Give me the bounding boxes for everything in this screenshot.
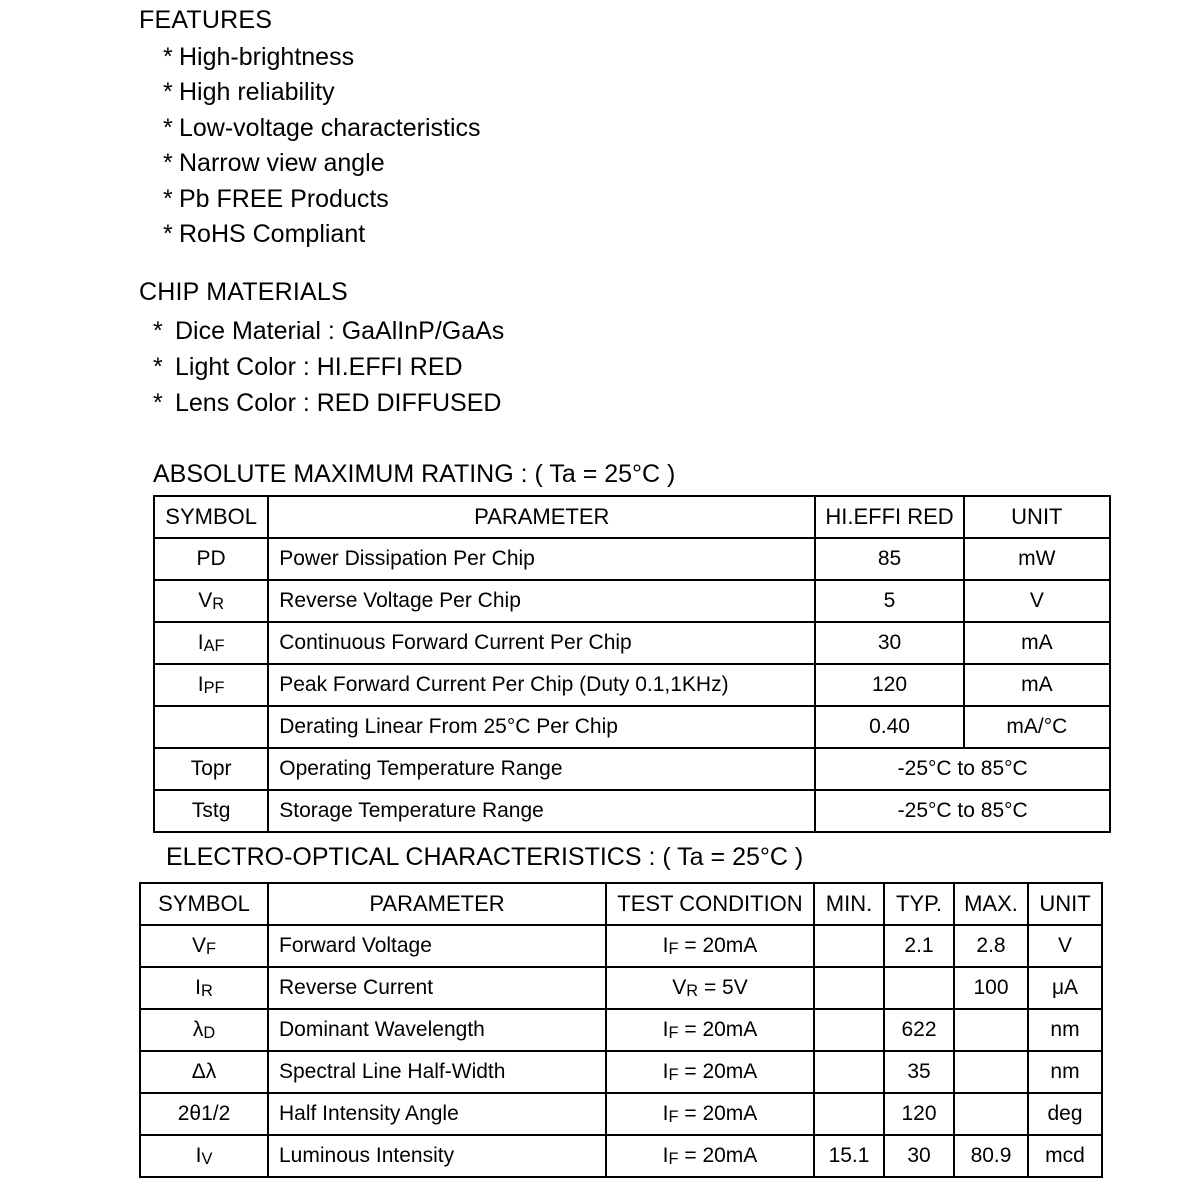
column-header-unit: UNIT [1028,883,1102,925]
table-row [140,1009,1102,1051]
cell-test-condition: $I_F = 20mA$ [606,1051,814,1093]
cell-parameter: Continuous Forward Current Per Chip [268,622,815,664]
cell-test-condition: $I_F = 20mA$ [606,1135,814,1177]
table-row [154,706,1110,748]
cell-test-condition: $V_R = 5V$ [606,967,814,1009]
cell-value: 85 [815,538,963,580]
cell-typ: 30 [884,1135,954,1177]
table-row [154,538,1110,580]
feature-item-label: Pb FREE Products [179,184,389,213]
electro-optical-section [139,843,1103,1178]
absolute-maximum-rating-table [153,495,1111,833]
cell-parameter: Reverse Current [268,967,606,1009]
features-section [139,6,481,253]
cell-unit: μA [1028,967,1102,1009]
column-header-min: MIN. [814,883,884,925]
cell-value: -25°C to 85°C [815,790,1110,832]
cell-parameter: Power Dissipation Per Chip [268,538,815,580]
electro-optical-table [139,882,1103,1178]
table-row [140,967,1102,1009]
cell-symbol: $\lambda_D$ [140,1009,268,1051]
cell-value: 30 [815,622,963,664]
cell-typ: 2.1 [884,925,954,967]
cell-symbol: Tstg [154,790,268,832]
cell-symbol [154,706,268,748]
cell-parameter: Operating Temperature Range [268,748,815,790]
table-row [154,622,1110,664]
feature-item [163,146,481,182]
feature-item [163,111,481,147]
features-heading: FEATURES [139,6,273,34]
table-row [140,1051,1102,1093]
feature-item-label: Narrow view angle [179,149,385,177]
column-header-parameter: PARAMETER [268,496,815,538]
cell-symbol: Topr [154,748,268,790]
chip-material-item-label: Dice Material : GaAlInP/GaAs [175,316,505,345]
cell-parameter: Storage Temperature Range [268,790,815,832]
chip-material-item-label: Light Color : HI.EFFI RED [175,352,463,381]
table-row [154,664,1110,706]
absolute-maximum-rating-heading: ABSOLUTE MAXIMUM RATING : ( Ta = 25°C ) [153,460,676,488]
cell-max: 100 [954,967,1028,1009]
chip-material-item [153,349,504,385]
cell-max: 2.8 [954,925,1028,967]
cell-parameter: Peak Forward Current Per Chip (Duty 0.1,1KHz) [268,664,815,706]
cell-unit: mW [964,538,1110,580]
bullet-star-icon: * [163,78,173,106]
chip-material-item-label: Lens Color : RED DIFFUSED [175,389,502,417]
cell-parameter: Luminous Intensity [268,1135,606,1177]
cell-parameter: Derating Linear From 25°C Per Chip [268,706,815,748]
feature-item [163,217,481,253]
bullet-star-icon: * [153,316,163,345]
table-row [154,790,1110,832]
table-row [154,580,1110,622]
cell-unit: mA [964,664,1110,706]
cell-symbol: PD [154,538,268,580]
cell-value: 120 [815,664,963,706]
cell-symbol: $I_R$ [140,967,268,1009]
cell-unit: mA/°C [964,706,1110,748]
cell-max [954,1051,1028,1093]
table-row [140,1135,1102,1177]
cell-unit: V [964,580,1110,622]
chip-materials-section [139,278,504,421]
feature-item-label: RoHS Compliant [179,220,366,248]
cell-test-condition: $I_F = 20mA$ [606,1009,814,1051]
column-header-symbol: SYMBOL [140,883,268,925]
bullet-star-icon: * [163,149,173,177]
table-row [154,748,1110,790]
cell-min [814,925,884,967]
cell-unit: nm [1028,1009,1102,1051]
chip-material-item [153,385,504,421]
cell-test-condition: $I_F = 20mA$ [606,925,814,967]
table-row [140,925,1102,967]
column-header-symbol: SYMBOL [154,496,268,538]
cell-typ: 35 [884,1051,954,1093]
cell-min: 15.1 [814,1135,884,1177]
cell-symbol: Δλ [140,1051,268,1093]
bullet-star-icon: * [163,220,173,248]
bullet-star-icon: * [153,352,163,381]
column-header-typ: TYP. [884,883,954,925]
cell-value: -25°C to 85°C [815,748,1110,790]
cell-unit: nm [1028,1051,1102,1093]
feature-item [163,75,481,111]
features-list [163,40,481,253]
feature-item [163,40,481,76]
cell-typ: 622 [884,1009,954,1051]
table-header-row [140,883,1102,925]
cell-parameter: Reverse Voltage Per Chip [268,580,815,622]
bullet-star-icon: * [163,113,173,142]
bullet-star-icon: * [163,42,173,71]
cell-value: 0.40 [815,706,963,748]
cell-unit: deg [1028,1093,1102,1135]
column-header-value: HI.EFFI RED [815,496,963,538]
cell-unit: mcd [1028,1135,1102,1177]
table-header-row [154,496,1110,538]
chip-materials-heading: CHIP MATERIALS [139,278,348,306]
table-row [140,1093,1102,1135]
cell-symbol: $V_R$ [154,580,268,622]
cell-value: 5 [815,580,963,622]
cell-parameter: Spectral Line Half-Width [268,1051,606,1093]
cell-parameter: Dominant Wavelength [268,1009,606,1051]
cell-test-condition: $I_F = 20mA$ [606,1093,814,1135]
column-header-test-condition: TEST CONDITION [606,883,814,925]
electro-optical-heading: ELECTRO-OPTICAL CHARACTERISTICS : ( Ta = 25°C ) [166,843,804,871]
cell-typ: 120 [884,1093,954,1135]
cell-symbol: $V_F$ [140,925,268,967]
cell-typ [884,967,954,1009]
feature-item-label: High-brightness [179,42,355,71]
cell-unit: mA [964,622,1110,664]
cell-min [814,967,884,1009]
cell-unit: V [1028,925,1102,967]
bullet-star-icon: * [163,184,173,213]
cell-max [954,1093,1028,1135]
cell-min [814,1051,884,1093]
feature-item [163,182,481,218]
column-header-max: MAX. [954,883,1028,925]
cell-min [814,1093,884,1135]
column-header-unit: UNIT [964,496,1110,538]
absolute-maximum-rating-section [153,460,1111,833]
cell-max: 80.9 [954,1135,1028,1177]
cell-parameter: Half Intensity Angle [268,1093,606,1135]
column-header-parameter: PARAMETER [268,883,606,925]
cell-parameter: Forward Voltage [268,925,606,967]
cell-symbol: $I_{AF}$ [154,622,268,664]
feature-item-label: High reliability [179,78,335,106]
bullet-star-icon: * [153,389,163,417]
cell-max [954,1009,1028,1051]
cell-min [814,1009,884,1051]
feature-item-label: Low-voltage characteristics [179,113,481,142]
cell-symbol: 2θ1/2 [140,1093,268,1135]
chip-material-item [153,313,504,349]
chip-materials-list [153,313,504,422]
cell-symbol: $I_V$ [140,1135,268,1177]
cell-symbol: $I_{PF}$ [154,664,268,706]
